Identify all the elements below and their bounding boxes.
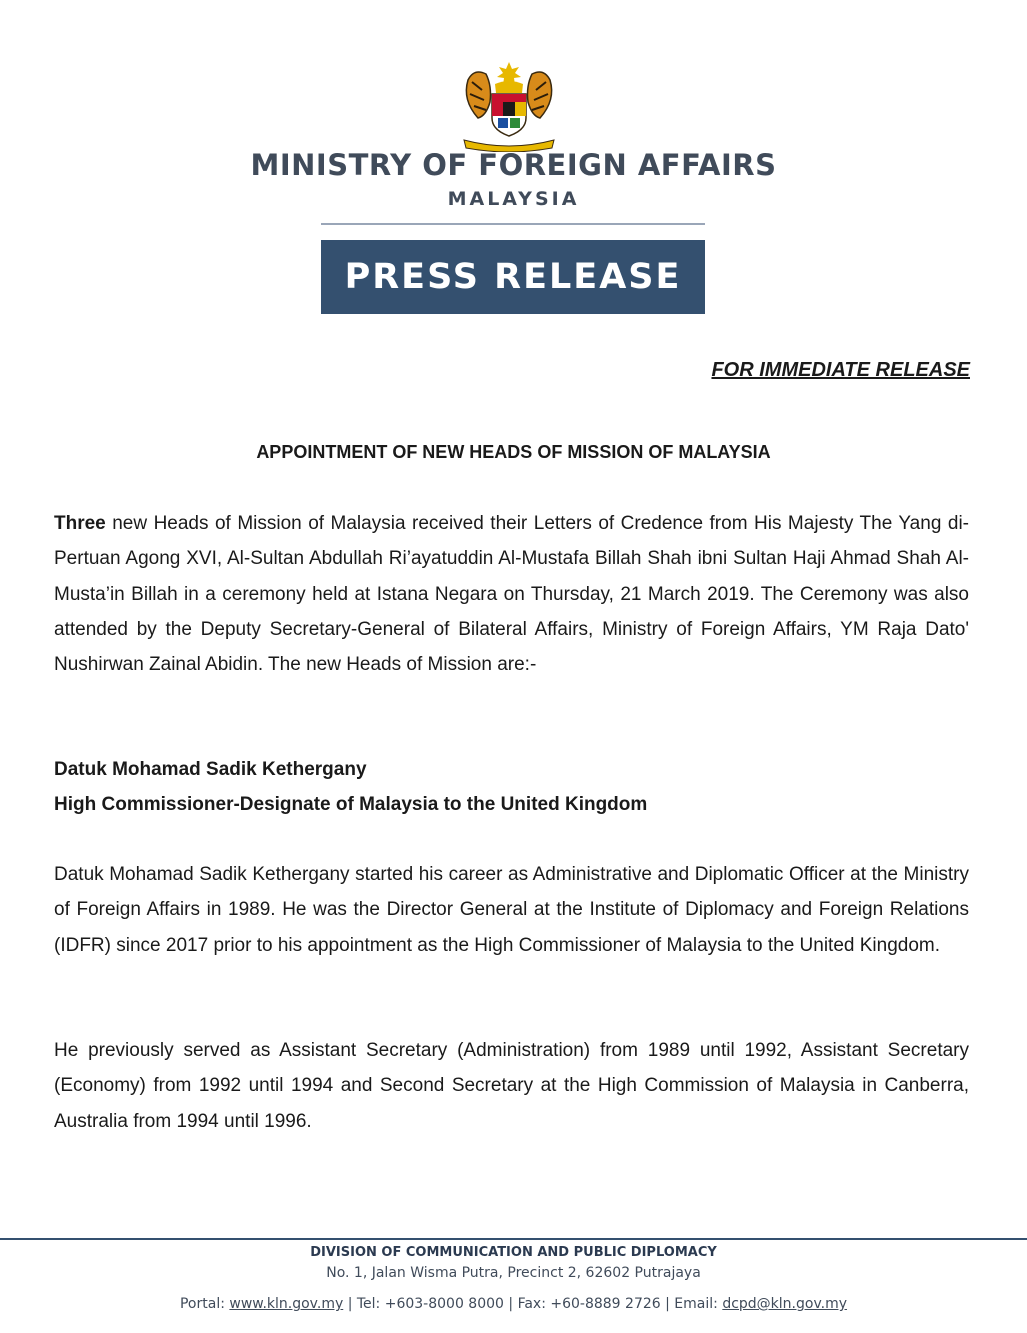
intro-text: new Heads of Mission of Malaysia received their Letters of Credence from His Majesty The Yang di-Pertuan Agong XVI, Al-Sultan Abdullah Ri’ayatuddin Al-Mustafa Billah Shah ibni Sultan Haji Ahmad Shah Al-Musta’in Billah in a ceremony held at Istana Negara on Thursday, 21 March 2019. The Ceremony was also attended by the Deputy Secretary-General of Bilateral Affairs, Ministry of Foreign Affairs, YM Raja Dato' Nushirwan Zainal Abidin. The new Heads of Mission are:- bbox=[54, 513, 969, 676]
ministry-subtitle: MALAYSIA bbox=[447, 188, 580, 210]
separator: | bbox=[347, 1296, 353, 1312]
appointee-position: High Commissioner-Designate of Malaysia to the United Kingdom bbox=[54, 794, 648, 815]
press-release-banner: PRESS RELEASE bbox=[321, 240, 705, 314]
appointee-name: Datuk Mohamad Sadik Kethergany bbox=[54, 759, 367, 780]
fax-text: Fax: +60-8889 2726 bbox=[517, 1296, 661, 1312]
appointee-paragraph-2: He previously served as Assistant Secretary (Administration) from 1989 until 1992, Assistant Secretary (Economy) from 1992 until 1994 and Second Secretary at the High Commission of Malaysia in Canberra, Australia from 1994 until 1996. bbox=[54, 1040, 969, 1132]
footer-divider bbox=[0, 1238, 1027, 1240]
intro-bold-word: Three bbox=[54, 513, 106, 534]
footer-contact bbox=[0, 1296, 1027, 1312]
portal-label: Portal: bbox=[179, 1296, 225, 1312]
portal-link[interactable]: www.kln.gov.my bbox=[229, 1296, 344, 1312]
appointee-paragraph-1: Datuk Mohamad Sadik Kethergany started his career as Administrative and Diplomatic Officer at the Ministry of Foreign Affairs in 1989. He was the Director General at the Institute of Diplomacy and Foreign Relations (IDFR) since 2017 prior to his appointment as the High Commissioner of Malaysia to the United Kingdom. bbox=[54, 864, 969, 956]
email-label: Email: bbox=[674, 1296, 718, 1312]
ministry-title: MINISTRY OF FOREIGN AFFAIRS bbox=[250, 148, 777, 182]
intro-paragraph bbox=[54, 506, 969, 682]
footer-address: No. 1, Jalan Wisma Putra, Precinct 2, 62602 Putrajaya bbox=[326, 1265, 701, 1281]
title-divider bbox=[321, 223, 705, 225]
email-link[interactable]: dcpd@kln.gov.my bbox=[722, 1296, 848, 1312]
separator: | bbox=[508, 1296, 514, 1312]
coat-of-arms-icon bbox=[448, 60, 570, 152]
release-tag: FOR IMMEDIATE RELEASE bbox=[711, 359, 970, 381]
tel-text: Tel: +603-8000 8000 bbox=[356, 1296, 504, 1312]
footer-division: DIVISION OF COMMUNICATION AND PUBLIC DIPLOMACY bbox=[310, 1245, 717, 1260]
release-headline: APPOINTMENT OF NEW HEADS OF MISSION OF MALAYSIA bbox=[256, 442, 771, 462]
separator: | bbox=[665, 1296, 670, 1312]
